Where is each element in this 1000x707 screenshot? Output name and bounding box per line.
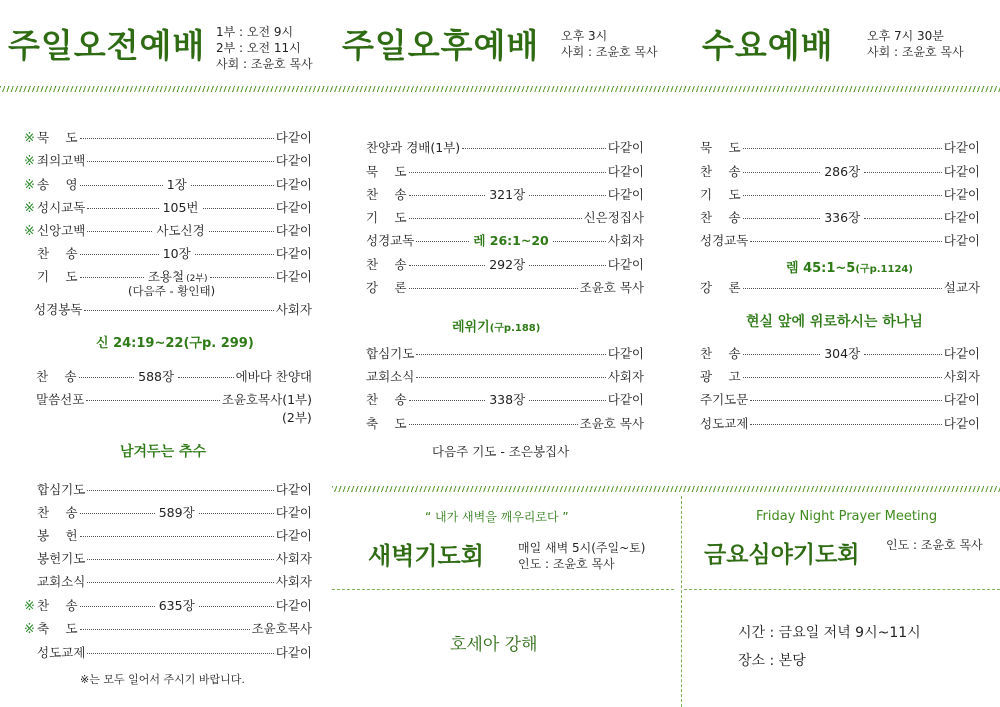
dot-leader <box>87 161 273 162</box>
order-detail: 105번 <box>162 200 199 215</box>
dawn-book-study: 호세아 강해 <box>450 635 538 655</box>
order-detail: 635장 <box>158 598 195 613</box>
dot-leader <box>409 424 578 425</box>
prayer-next-week: (다음주 - 황인태) <box>128 284 216 298</box>
order-leader: 다같이 <box>275 246 312 261</box>
order-label: 광 고 <box>700 369 741 384</box>
order-leader: 사회자 <box>275 574 312 589</box>
header-divider <box>0 86 1000 92</box>
order-leader: 다같이 <box>943 233 980 248</box>
order-detail: 1장 <box>166 177 187 192</box>
order-row <box>700 138 980 156</box>
dot-leader <box>409 195 486 196</box>
wednesday-sermon-title: 현실 앞에 위로하시는 하나님 <box>746 314 923 330</box>
order-label: 찬 송 <box>700 164 741 179</box>
order-row <box>366 162 644 180</box>
order-detail: 조용철 <box>147 269 185 284</box>
order-leader: 다같이 <box>943 346 981 361</box>
order-row <box>366 255 644 273</box>
afternoon-scripture <box>452 316 540 335</box>
order-row <box>36 390 312 408</box>
dawn-prayer-info <box>518 540 645 572</box>
order-row <box>24 619 312 637</box>
friday-time: 시간 : 금요일 저녁 9시~11시 <box>738 625 921 641</box>
morning-time-1: 1부 : 오전 9시 <box>216 25 294 39</box>
afternoon-host: 사회 : 조윤호 목사 <box>561 45 658 59</box>
order-leader: 조윤호 목사 <box>579 416 644 431</box>
friday-prayer-title: 금요심야기도회 <box>704 542 860 568</box>
order-row <box>24 643 312 661</box>
order-leader: 조윤호목사(1부) <box>221 392 312 407</box>
order-label: 찬 송 <box>36 369 77 384</box>
order-label: 성시교독 <box>37 200 86 215</box>
order-label: 찬 송 <box>700 346 741 361</box>
wednesday-service-info <box>867 28 964 60</box>
standing-mark: ※ <box>24 131 35 146</box>
order-label: 교회소식 <box>366 369 415 384</box>
order-leader: 다같이 <box>943 187 980 202</box>
dot-leader <box>199 513 274 514</box>
dot-leader <box>199 606 274 607</box>
dot-leader <box>80 277 144 278</box>
order-leader: 설교자 <box>943 280 980 295</box>
order-row <box>24 198 312 216</box>
dot-leader <box>80 513 155 514</box>
order-label: 강 론 <box>366 280 407 295</box>
dot-leader <box>743 195 942 196</box>
order-row <box>24 221 312 239</box>
order-row <box>36 367 312 385</box>
standing-mark: ※ <box>24 622 35 637</box>
order-row <box>700 367 980 385</box>
order-leader: 사회자 <box>943 369 980 384</box>
dot-leader <box>87 231 152 232</box>
prayer-service-suffix: (2부) <box>186 274 208 284</box>
standing-mark: ※ <box>24 178 35 193</box>
order-leader: 다같이 <box>275 482 312 497</box>
standing-mark: ※ <box>24 154 35 169</box>
order-row <box>24 480 312 498</box>
dot-leader <box>416 241 469 242</box>
order-label: 교회소식 <box>37 574 86 589</box>
dot-leader <box>743 148 942 149</box>
dot-leader <box>86 400 220 401</box>
order-row <box>366 390 644 408</box>
dot-leader <box>743 288 942 289</box>
order-row <box>366 231 644 249</box>
order-label: 성경교독 <box>700 233 749 248</box>
order-leader: 다같이 <box>275 153 312 168</box>
order-label: 성경교독 <box>366 233 415 248</box>
order-row <box>24 503 312 521</box>
order-label: 찬양과 경배(1부) <box>366 140 461 155</box>
order-leader: 다같이 <box>275 200 313 215</box>
order-row <box>366 414 644 432</box>
order-leader: 다같이 <box>607 346 644 361</box>
order-leader: 다같이 <box>943 140 980 155</box>
order-label: 성경봉독 <box>34 302 83 317</box>
wednesday-scripture-ref: (구p.1124) <box>855 264 913 275</box>
order-label: 찬 송 <box>700 210 741 225</box>
order-leader: 사회자 <box>607 233 644 248</box>
dot-leader <box>191 185 274 186</box>
standing-mark: ※ <box>24 201 35 216</box>
order-label: 기 도 <box>37 269 78 284</box>
dawn-time: 매일 새벽 5시(주일~토) <box>518 541 646 555</box>
order-leader: 다같이 <box>275 177 313 192</box>
wednesday-host: 사회 : 조윤호 목사 <box>867 45 964 59</box>
dawn-divider <box>332 589 674 590</box>
dot-leader <box>87 208 158 209</box>
order-leader: 다같이 <box>275 645 312 660</box>
panel-divider <box>681 496 682 707</box>
standing-mark: ※ <box>24 224 35 239</box>
order-row <box>700 390 980 408</box>
order-label: 묵 도 <box>37 130 78 145</box>
order-leader: 다같이 <box>275 528 312 543</box>
order-leader: 다같이 <box>275 223 313 238</box>
order-row <box>366 278 644 296</box>
order-leader: 에바다 찬양대 <box>235 369 312 384</box>
dot-leader <box>79 377 135 378</box>
dot-leader <box>87 582 273 583</box>
friday-place: 장소 : 본당 <box>738 653 806 669</box>
dot-leader <box>409 218 582 219</box>
order-row <box>700 185 980 203</box>
afternoon-scripture-book: 레위기 <box>452 320 490 335</box>
order-leader: 다같이 <box>607 140 644 155</box>
order-detail: 304장 <box>824 346 861 361</box>
order-detail: 588장 <box>138 369 175 384</box>
order-leader: 다같이 <box>607 164 644 179</box>
dot-leader <box>409 172 606 173</box>
order-label: 기 도 <box>366 210 407 225</box>
order-label: 죄의고백 <box>37 153 86 168</box>
order-row <box>366 367 644 385</box>
order-row <box>700 208 980 226</box>
wednesday-scripture <box>786 257 913 276</box>
order-label: 성도교제 <box>700 416 749 431</box>
order-leader: 조윤호목사 <box>251 621 312 636</box>
order-row <box>700 344 980 362</box>
order-label: 찬 송 <box>366 257 407 272</box>
dot-leader <box>743 354 821 355</box>
order-leader: 다같이 <box>943 392 980 407</box>
order-row <box>24 526 312 544</box>
order-row <box>24 549 312 567</box>
order-label: 송 영 <box>37 177 78 192</box>
friday-divider <box>684 589 1000 590</box>
order-row <box>24 572 312 590</box>
dawn-quote: “ 내가 새벽을 깨우리로다 ” <box>425 510 569 524</box>
dot-leader <box>743 172 821 173</box>
dot-leader <box>529 400 606 401</box>
afternoon-scripture-ref: (구p.188) <box>489 323 541 334</box>
order-leader: 다같이 <box>275 598 313 613</box>
dot-leader <box>84 310 273 311</box>
order-label: 봉 헌 <box>37 528 78 543</box>
order-label: 주기도문 <box>700 392 749 407</box>
order-leader: 다같이 <box>275 130 312 145</box>
dot-leader <box>416 377 605 378</box>
morning-service-info <box>216 24 313 72</box>
afternoon-next-prayer: 다음주 기도 - 조은봉집사 <box>432 444 570 459</box>
dot-leader <box>416 354 605 355</box>
order-leader: 다같이 <box>943 164 981 179</box>
order-label: 묵 도 <box>700 140 741 155</box>
dawn-leader: 인도 : 조윤호 목사 <box>518 557 615 571</box>
order-leader: 조윤호 목사 <box>579 280 644 295</box>
order-label: 찬 송 <box>37 505 78 520</box>
wednesday-scripture-verse: 렘 45:1~5 <box>786 261 856 276</box>
order-row <box>366 208 644 226</box>
order-label: 말씀선포 <box>36 392 85 407</box>
friday-leader: 인도 : 조윤호 목사 <box>886 538 983 552</box>
standing-mark: ※ <box>24 599 35 614</box>
dot-leader <box>80 138 274 139</box>
order-row <box>700 414 980 432</box>
order-label: 묵 도 <box>366 164 407 179</box>
dot-leader <box>743 218 821 219</box>
order-label: 찬 송 <box>366 187 407 202</box>
dot-leader <box>80 254 159 255</box>
order-row <box>24 128 312 146</box>
order-leader: 다같이 <box>943 210 981 225</box>
dot-leader <box>195 254 274 255</box>
order-label: 찬 송 <box>366 392 407 407</box>
order-detail: 336장 <box>824 210 861 225</box>
order-row <box>366 344 644 362</box>
order-row <box>24 244 312 262</box>
order-row <box>24 596 312 614</box>
wednesday-service-title: 수요예배 <box>702 26 834 65</box>
morning-sermon-title: 남겨두는 추수 <box>120 444 207 460</box>
order-leader: 신은정집사 <box>583 210 644 225</box>
dot-leader <box>87 653 273 654</box>
order-label: 신앙고백 <box>37 223 86 238</box>
morning-time-2: 2부 : 오전 11시 <box>216 41 301 55</box>
order-row <box>366 138 644 156</box>
dot-leader <box>80 606 155 607</box>
order-detail: 사도신경 <box>156 223 205 238</box>
order-label: 축 도 <box>37 621 78 636</box>
order-label: 합심기도 <box>366 346 415 361</box>
order-leader: 사회자 <box>275 302 312 317</box>
order-label: 기 도 <box>700 187 741 202</box>
order-leader: 다같이 <box>943 416 980 431</box>
order-detail: 레 26:1~20 <box>473 233 549 248</box>
order-row <box>34 300 312 318</box>
morning-host: 사회 : 조윤호 목사 <box>216 57 313 71</box>
dot-leader <box>743 377 942 378</box>
order-label: 봉헌기도 <box>37 551 86 566</box>
dot-leader <box>750 400 941 401</box>
order-detail: 286장 <box>824 164 861 179</box>
dot-leader <box>750 424 941 425</box>
order-leader: 사회자 <box>275 551 312 566</box>
order-row <box>366 185 644 203</box>
dot-leader <box>178 377 234 378</box>
dot-leader <box>409 400 486 401</box>
order-leader: 다같이 <box>607 257 645 272</box>
order-row <box>24 151 312 169</box>
order-detail: 321장 <box>489 187 526 202</box>
afternoon-time: 오후 3시 <box>561 29 608 43</box>
order-detail: 589장 <box>158 505 195 520</box>
order-label: 축 도 <box>366 416 407 431</box>
afternoon-service-info <box>561 28 658 60</box>
order-detail: 10장 <box>162 246 191 261</box>
order-detail: 292장 <box>489 257 526 272</box>
order-row <box>24 175 312 193</box>
order-leader: 다같이 <box>607 187 645 202</box>
dot-leader <box>864 354 942 355</box>
dot-leader <box>210 277 274 278</box>
order-detail: 338장 <box>489 392 526 407</box>
order-label: 찬 송 <box>37 598 78 613</box>
dot-leader <box>864 172 942 173</box>
afternoon-service-title: 주일오후예배 <box>342 26 540 65</box>
morning-scripture: 신 24:19~22(구p. 299) <box>96 336 254 351</box>
dot-leader <box>529 195 606 196</box>
dot-leader <box>209 231 274 232</box>
order-leader: 사회자 <box>607 369 644 384</box>
order-leader: 다같이 <box>275 505 313 520</box>
dot-leader <box>87 490 273 491</box>
dot-leader <box>409 288 578 289</box>
order-row <box>700 278 980 296</box>
lower-divider <box>332 486 1000 492</box>
friday-subtitle: Friday Night Prayer Meeting <box>756 509 938 524</box>
dot-leader <box>80 536 274 537</box>
order-label: 합심기도 <box>37 482 86 497</box>
dot-leader <box>203 208 274 209</box>
order-label: 성도교제 <box>37 645 86 660</box>
dot-leader <box>409 265 486 266</box>
wednesday-time: 오후 7시 30분 <box>867 29 944 43</box>
order-label: 강 론 <box>700 280 741 295</box>
dot-leader <box>864 218 942 219</box>
standing-footnote: ※는 모두 일어서 주시기 바랍니다. <box>80 673 245 686</box>
dot-leader <box>553 241 606 242</box>
order-leader: 다같이 <box>607 392 645 407</box>
order-leader: 다같이 <box>275 269 313 284</box>
dawn-prayer-title: 새벽기도회 <box>368 542 484 570</box>
sermon-second-service: (2부) <box>282 410 312 425</box>
dot-leader <box>87 559 273 560</box>
order-row <box>700 231 980 249</box>
dot-leader <box>80 185 163 186</box>
order-row <box>700 162 980 180</box>
morning-service-title: 주일오전예배 <box>8 26 206 65</box>
dot-leader <box>750 241 941 242</box>
dot-leader <box>462 148 606 149</box>
dot-leader <box>80 629 250 630</box>
dot-leader <box>529 265 606 266</box>
order-label: 찬 송 <box>37 246 78 261</box>
